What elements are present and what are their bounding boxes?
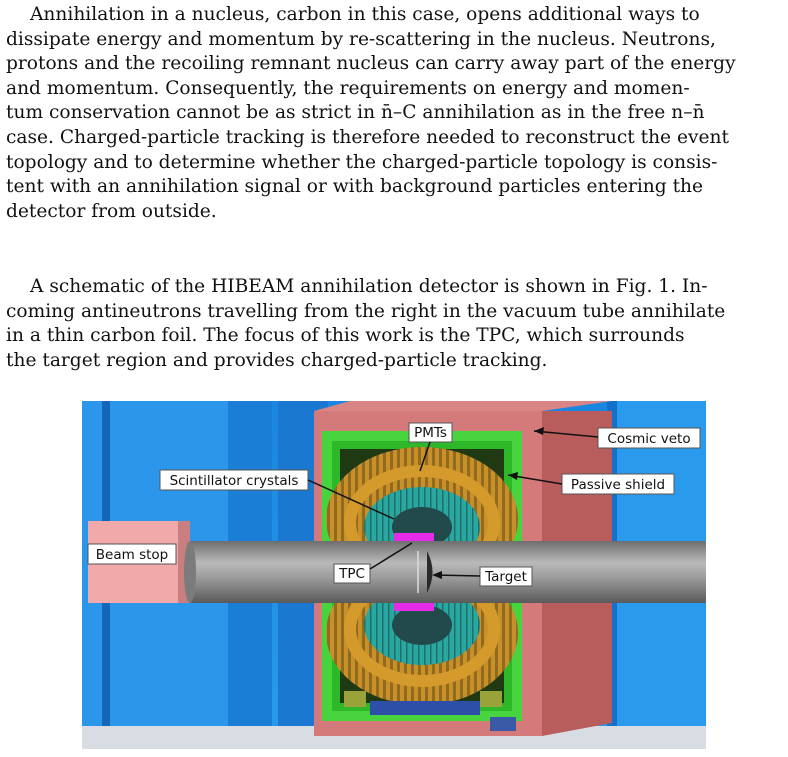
svg-text:Cosmic veto: Cosmic veto [607,431,691,447]
label-pmts [409,423,452,442]
base-foot-right [480,691,502,707]
text-line: the target region and provides charged-particle tracking. [6,349,548,371]
text-line: topology and to determine whether the charged-particle topology is consis- [6,151,718,173]
svg-text:Beam stop: Beam stop [95,547,169,563]
label-cosmic-veto [598,428,700,448]
label-target [480,567,532,586]
base-foot-left [344,691,366,707]
text-line: dissipate energy and momentum by re-scattering in the nucleus. Neutrons, [6,28,716,50]
svg-text:TPC: TPC [339,566,365,582]
base-plate [370,701,480,715]
detector-figure [82,401,706,749]
label-passive-shield [562,474,674,494]
label-tpc [334,564,370,583]
paragraph-schematic [6,275,784,373]
label-scintillator-crystals [160,470,308,490]
svg-text:Scintillator crystals: Scintillator crystals [169,473,299,489]
text-line: case. Charged-particle tracking is therefore needed to reconstruct the event [6,126,729,148]
label-beam-stop [88,544,176,564]
text-line: Annihilation in a nucleus, carbon in this case, opens additional ways to [30,4,700,25]
paragraph-annihilation [6,3,784,224]
beam-pipe-end [184,541,196,603]
text-line: tent with an annihilation signal or with background particles entering the [6,176,704,198]
text-line: and momentum. Consequently, the requirements on energy and momen- [6,77,690,99]
text-line: protons and the recoiling remnant nucleus can carry away part of the energy [6,53,736,75]
svg-text:Target: Target [485,569,527,585]
svg-text:Passive shield: Passive shield [570,477,666,493]
text-line: in a thin carbon foil. The focus of this work is the TPC, which surrounds [6,325,685,347]
svg-text:PMTs: PMTs [414,425,447,441]
text-line: detector from outside. [6,200,217,222]
beam-pipe [190,541,706,603]
base-block [490,717,516,731]
text-line: tum conservation cannot be as strict in n̄–C annihilation as in the free n–n̄ [6,102,705,124]
text-line: coming antineutrons travelling from the right in the vacuum tube annihilate [6,300,726,322]
text-line: A schematic of the HIBEAM annihilation detector is shown in Fig. 1. In- [30,276,708,297]
